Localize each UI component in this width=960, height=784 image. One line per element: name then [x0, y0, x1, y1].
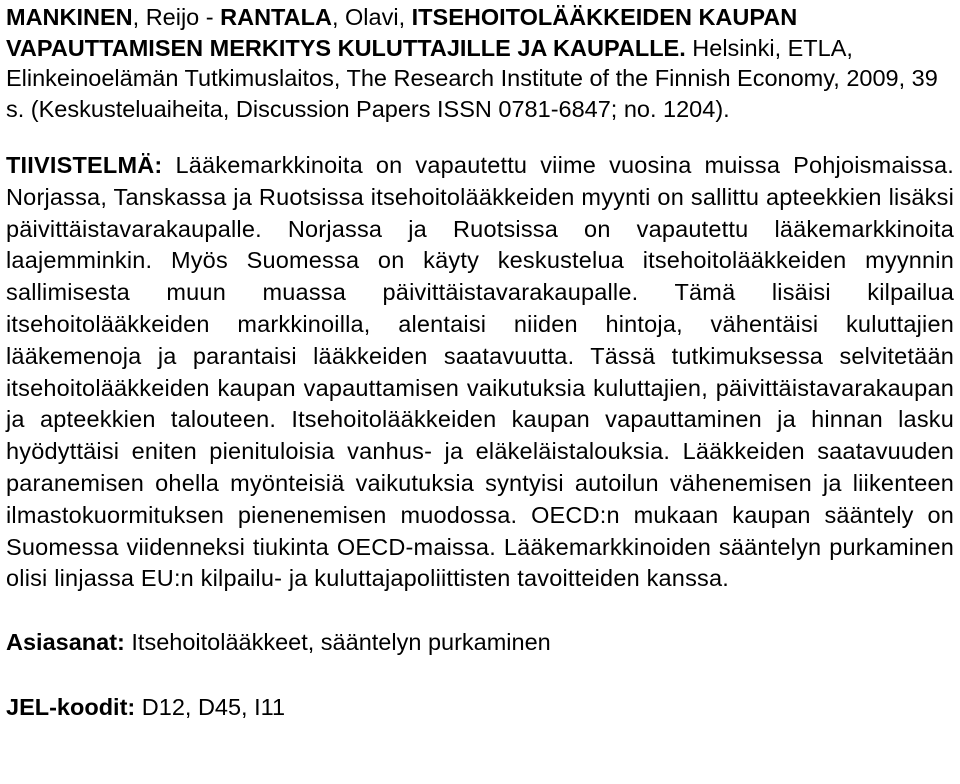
author2-given-name: , Olavi, — [331, 4, 412, 30]
document-page — [6, 0, 954, 722]
keywords-label: Asiasanat: — [6, 629, 125, 656]
jel-label: JEL-koodit: — [6, 694, 136, 721]
publication-title: ITSEHOITOLÄÄKKEIDEN KAUPAN VAPAUTTAMISEN MERKITYS KULUTTAJILLE JA KAUPALLE. — [6, 4, 798, 61]
abstract-label: TIIVISTELMÄ: — [6, 152, 163, 178]
abstract — [6, 150, 954, 595]
keywords-text: Itsehoitolääkkeet, sääntelyn purkaminen — [124, 629, 551, 656]
author1-surname: MANKINEN — [6, 4, 133, 30]
author2-surname: RANTALA — [220, 4, 332, 30]
abstract-text: Lääkemarkkinoita on vapautettu viime vuosina muissa Pohjoismaissa. Norjassa, Tanskassa ja Ruotsissa itsehoitolääkkeiden myynti on sallittu apteekkien lisäksi päivittäistavarakaupalle. Norjassa ja Ruotsissa on vapautettu lääkemarkkinoita laajemminkin. Myös Suomessa on käyty keskustelua itsehoitolääkkeiden myynnin sallimisesta muun muassa päivittäistavarakaupalle. Tämä lisäisi kilpailua itsehoitolääkkeiden markkinoilla, alentaisi niiden hintoja, vähentäisi kuluttajien lääkemenoja ja parantaisi lääkkeiden saatavuutta. Tässä tutkimuksessa selvitetään itsehoitolääkkeiden kaupan vapauttamisen vaikutuksia kuluttajien, päivittäistavarakaupan ja apteekkien talouteen. Itsehoitolääkkeiden kaupan vapauttaminen ja hinnan lasku hyödyttäisi eniten pienituloisia vanhus- ja eläkeläistalouksia. Lääkkeiden saatavuuden paranemisen ohella myönteisiä vaikutuksia syntyisi autoilun vähenemisen ja liikenteen ilmastokuormituksen pienenemisen muodossa. OECD:n mukaan kaupan sääntely on Suomessa viidenneksi tiukinta OECD-maissa. Lääkemarkkinoiden sääntelyn purkaminen olisi linjassa EU:n kilpailu- ja kuluttajapoliittisten tavoitteiden kanssa. — [6, 152, 954, 592]
author1-given-name: , Reijo - — [132, 4, 221, 30]
citation — [6, 0, 954, 124]
keywords — [6, 627, 954, 657]
publication-details: Helsinki, ETLA, Elinkeinoelämän Tutkimuslaitos, The Research Institute of the Finnish Economy, 2009, 39 s. (Keskusteluaiheita, Discussion Papers ISSN 0781-6847; no. 1204). — [6, 34, 938, 122]
jel-text: D12, D45, I11 — [135, 694, 286, 721]
jel-codes — [6, 692, 954, 722]
